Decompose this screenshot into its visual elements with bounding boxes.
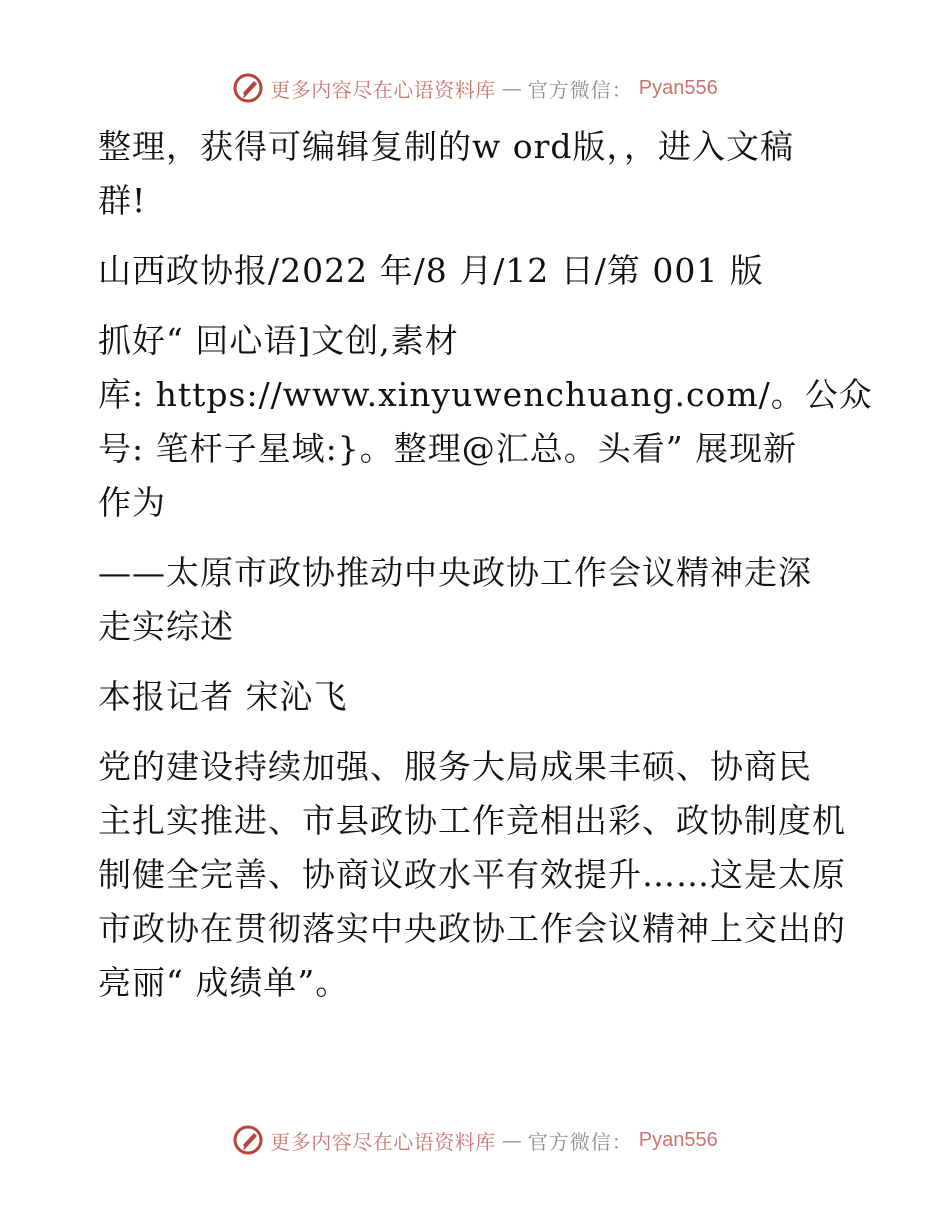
watermark-label: 官方微信： xyxy=(527,1129,633,1154)
text-line: 本报记者 宋沁飞 xyxy=(98,677,348,716)
headline xyxy=(98,314,873,530)
watermark-id: Pyan556 xyxy=(638,1128,718,1151)
body-paragraph xyxy=(98,740,858,1010)
pen-logo-icon xyxy=(232,1124,264,1156)
text-line: 库: https://www.xinyuwenchuang.com/。公众 xyxy=(98,375,873,414)
document-body xyxy=(98,120,873,1026)
watermark-separator: — xyxy=(501,1128,522,1152)
subheadline xyxy=(98,546,858,654)
watermark-id: Pyan556 xyxy=(638,76,718,99)
text-line: 市政协在贯彻落实中央政协工作会议精神上交出的 xyxy=(98,909,846,948)
watermark-text: 更多内容尽在心语资料库 xyxy=(270,77,496,102)
watermark-text: 更多内容尽在心语资料库 xyxy=(270,1129,496,1154)
source-line xyxy=(98,244,858,298)
text-line: 山西政协报/2022 年/8 月/12 日/第 001 版 xyxy=(98,251,764,290)
byline xyxy=(98,670,858,724)
text-line: 党的建设持续加强、服务大局成果丰硕、协商民 xyxy=(98,747,812,786)
watermark-header xyxy=(0,72,950,104)
text-line: 亮丽“ 成绩单”。 xyxy=(98,963,350,1002)
text-line: 走实综述 xyxy=(98,607,234,646)
text-line: 制健全完善、协商议政水平有效提升……这是太原 xyxy=(98,855,846,894)
text-line: 群! xyxy=(98,181,147,220)
pen-logo-icon xyxy=(232,72,264,104)
text-line: ——太原市政协推动中央政协工作会议精神走深 xyxy=(98,553,812,592)
text-line: 作为 xyxy=(98,483,166,522)
text-line: 抓好“ 回心语]文创,素材 xyxy=(98,321,459,360)
text-line: 号: 笔杆子星域:}。整理@汇总。头看” 展现新 xyxy=(98,429,798,468)
watermark-footer xyxy=(0,1124,950,1156)
watermark-label: 官方微信： xyxy=(527,77,633,102)
intro-paragraph xyxy=(98,120,858,228)
text-line: 主扎实推进、市县政协工作竞相出彩、政协制度机 xyxy=(98,801,846,840)
text-line: 整理，获得可编辑复制的w ord版，，进入文稿 xyxy=(98,127,795,166)
watermark-separator: — xyxy=(501,76,522,100)
